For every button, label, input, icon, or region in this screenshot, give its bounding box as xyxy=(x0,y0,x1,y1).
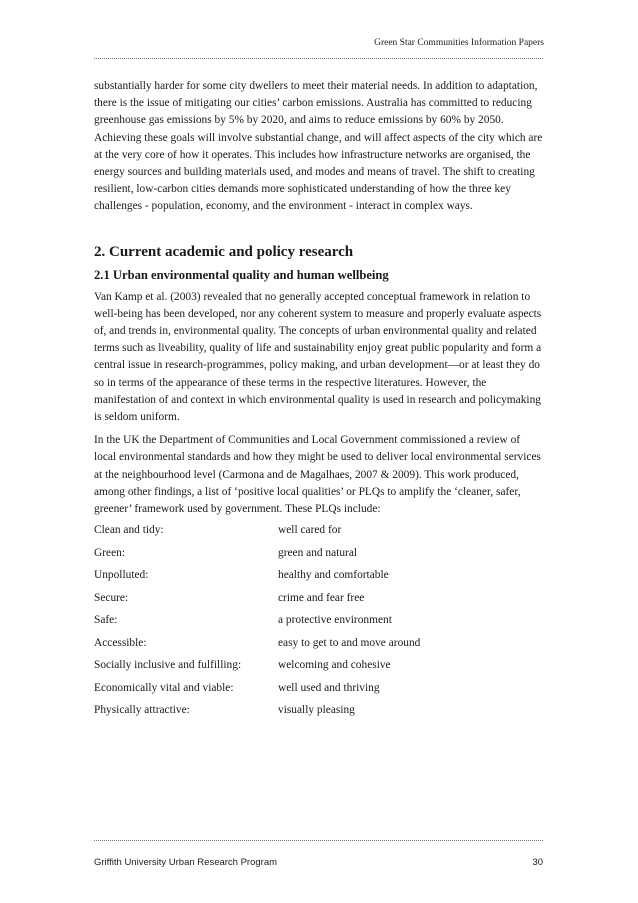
page-content xyxy=(94,78,544,727)
table-row xyxy=(94,614,544,637)
plq-quality: Physically attractive: xyxy=(94,704,190,717)
body-paragraph-1: Van Kamp et al. (2003) revealed that no generally accepted conceptual framework in relation to well-being has been developed, nor any coherent system to measure and properly evaluate aspects of, and trends in, environmental quality. The concepts of urban environmental quality and related terms such as liveability, quality of life and sustainability enjoy great public popularity and form a central issue in research-programmes, policy making, and urban development—or at least they do so in terms of the appearance of these terms in the respective literatures. However, the manifestation of and context in which environmental quality is used in research and policymaking is seldom uniform. xyxy=(94,290,542,424)
plq-quality: Economically vital and viable: xyxy=(94,681,234,694)
plq-description: easy to get to and move around xyxy=(278,636,421,649)
plq-quality: Unpolluted: xyxy=(94,569,149,582)
plq-quality: Accessible: xyxy=(94,636,147,649)
plq-quality: Clean and tidy: xyxy=(94,524,164,537)
plq-description: well cared for xyxy=(278,524,342,537)
subsection-heading: 2.1 Urban environmental quality and human wellbeing xyxy=(94,267,389,282)
plq-quality: Green: xyxy=(94,546,125,559)
table-row xyxy=(94,592,544,615)
plq-description: a protective environment xyxy=(278,614,392,627)
footer-rule xyxy=(94,840,543,841)
plq-quality: Socially inclusive and fulfilling: xyxy=(94,659,242,672)
plq-description: welcoming and cohesive xyxy=(278,659,391,672)
intro-paragraph: substantially harder for some city dwellers to meet their material needs. In addition to adaptation, there is the issue of mitigating our cities’ carbon emissions. Australia has committed to reducing greenhouse gas emissions by 5% by 2020, and aims to reduce emissions by 60% by 2050. Achieving these goals will involve substantial change, and will affect aspects of the city which are at the very core of how it operates. This includes how infrastructure networks are organised, the energy sources and building materials used, and modes and means of travel. The shift to creating resilient, low-carbon cities demands more sophisticated understanding of how the three key challenges - population, economy, and the environment - interact in complex ways. xyxy=(94,80,543,213)
table-row xyxy=(94,569,544,592)
table-row xyxy=(94,547,544,570)
body-paragraph-2: In the UK the Department of Communities and Local Government commissioned a review of local environmental standards and how they might be used to deliver local environmental services at the neighbourhood level (Carmona and de Magalhaes, 2007 & 2009). This work produced, among other findings, a list of ‘positive local qualities’ or PLQs to amplify the ‘cleaner, safer, greener’ framework used by government. These PLQs include: xyxy=(94,434,541,516)
section-heading: 2. Current academic and policy research xyxy=(94,243,354,260)
header-rule xyxy=(94,58,543,59)
table-row xyxy=(94,659,544,682)
page-number: 30 xyxy=(532,857,543,868)
plq-table xyxy=(94,524,544,727)
footer-text: Griffith University Urban Research Program xyxy=(94,857,278,868)
plq-description: healthy and comfortable xyxy=(278,569,389,582)
plq-description: green and natural xyxy=(278,546,358,559)
table-row xyxy=(94,637,544,660)
table-row xyxy=(94,704,544,727)
plq-description: crime and fear free xyxy=(278,591,365,604)
plq-quality: Secure: xyxy=(94,591,129,604)
running-header: Green Star Communities Information Papers xyxy=(374,38,544,48)
plq-description: visually pleasing xyxy=(278,704,355,717)
table-row xyxy=(94,524,544,547)
plq-quality: Safe: xyxy=(94,614,118,627)
plq-description: well used and thriving xyxy=(278,681,380,694)
table-row xyxy=(94,682,544,705)
